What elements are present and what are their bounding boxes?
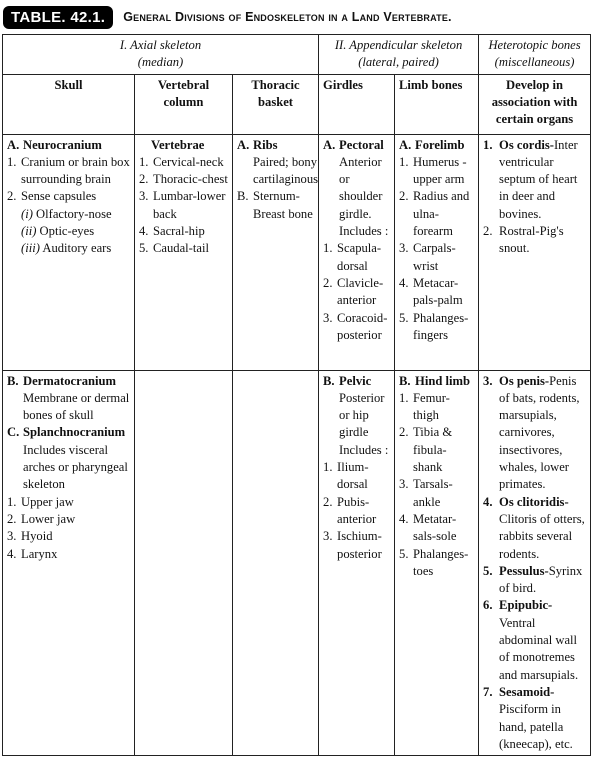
list-item: 3. Lumbar-lower back <box>139 189 226 221</box>
girdles-cell-2 <box>319 370 395 756</box>
list-item: B. Dermatocranium Membrane or dermal bones of skull <box>7 373 130 423</box>
girdles-cell-1 <box>319 134 395 370</box>
list-item: 4. Metacar-pals-palm <box>399 275 463 308</box>
list-item: 1. Os cordis-Inter ventricular septum of heart in deer and bovines. <box>483 137 578 221</box>
list-item: 2. Radius and ulna-forearm <box>399 189 470 239</box>
list-item: B. Hind limb <box>399 373 470 388</box>
list-item: 1. Cervical-neck <box>139 154 224 169</box>
table-row <box>3 370 591 756</box>
list-item: 1. Scapula-dorsal <box>323 241 382 273</box>
skull-cell-2 <box>3 370 135 756</box>
col-vertebral: Vertebral column <box>135 74 233 134</box>
list-item: 5. Pessulus-Syrinx of bird. <box>483 563 583 596</box>
col-girdles: Girdles <box>319 74 395 134</box>
list-item: 3. Hyoid <box>7 529 53 544</box>
skull-cell-1 <box>3 134 135 370</box>
list-item: C. Splanchnocranium Includes visceral arches or pharyngeal skeleton <box>7 425 128 492</box>
col-limb: Limb bones <box>395 74 479 134</box>
list-item: (i) Olfactory-nose <box>21 206 112 221</box>
list-item: (iii) Auditory ears <box>21 241 112 256</box>
list-item: 3. Ischium-posterior <box>323 529 382 561</box>
list-item: 1. Femur-thigh <box>399 390 450 423</box>
list-item: 2. Tibia & fibula-shank <box>399 425 453 475</box>
list-item: A. Pectoral Anterior or shoulder girdle. Includes : <box>323 137 389 239</box>
list-item: 2. Pubis-anterior <box>323 494 377 526</box>
list-item: A. Forelimb <box>399 137 465 152</box>
list-item: 2. Thoracic-chest <box>139 172 228 187</box>
appendicular-group-header: II. Appendicular skeleton (lateral, paired) <box>319 35 479 75</box>
limb-cell-2 <box>395 370 479 756</box>
list-item: 7. Sesamoid-Pisciform in hand, patella (kneecap), etc. <box>483 684 573 751</box>
list-item: 6. Epipubic-Ventral abdominal wall of monotremes and marsupials. <box>483 598 579 682</box>
vertebral-cell-2 <box>135 370 233 756</box>
list-item: 2. Rostral-Pig's snout. <box>483 224 564 256</box>
list-item: A. Neurocranium <box>7 137 102 152</box>
list-item: 2. Sense capsules <box>7 189 97 204</box>
list-item: 1. Humerus -upper arm <box>399 154 467 187</box>
list-item: 2. Lower jaw <box>7 511 76 526</box>
list-item: 1. Ilium-dorsal <box>323 460 369 492</box>
col-skull: Skull <box>3 74 135 134</box>
develop-cell-1 <box>479 134 591 370</box>
list-item: 4. Os clitoridis-Clitoris of otters, rabbits several rodents. <box>483 494 585 561</box>
col-thoracic: Thoracic basket <box>233 74 319 134</box>
table-header <box>3 4 452 30</box>
list-item: A. Ribs Paired; bony cartilaginous <box>237 137 319 187</box>
list-item: 4. Sacral-hip <box>139 224 205 239</box>
develop-cell-2 <box>479 370 591 756</box>
list-item: 4. Larynx <box>7 546 58 561</box>
list-item: 1. Upper jaw <box>7 494 74 509</box>
list-item: 5. Caudal-tail <box>139 241 209 256</box>
list-item: 3. Carpals-wrist <box>399 241 456 273</box>
list-item: 1. Cranium or brain box surrounding brain <box>7 154 130 187</box>
group-header-row <box>3 35 591 75</box>
heterotopic-group-header: Heterotopic bones (miscellaneous) <box>479 35 591 75</box>
table-caption: General Divisions of Endoskeleton in a Land Vertebrate. <box>123 10 452 24</box>
list-item: 4. Metatar-sals-sole <box>399 511 457 544</box>
list-item: 2. Clavicle-anterior <box>323 275 384 308</box>
table-number: TABLE. 42.1. <box>3 6 113 29</box>
list-item: 5. Phalanges-toes <box>399 546 469 578</box>
list-item: 3. Tarsals-ankle <box>399 477 453 509</box>
endoskeleton-table <box>2 34 591 756</box>
list-item: B. Pelvic Posterior or hip girdle Includes : <box>323 373 389 457</box>
list-item: 3. Coracoid-posterior <box>323 310 388 342</box>
table-row <box>3 134 591 370</box>
thoracic-cell-1 <box>233 134 319 370</box>
vertebral-cell-1: Vertebrae 1. Cervical-neck 2. Thoracic-chest 3. Lumbar-lower back 4. Sacral-hip 5. Caudal-tail <box>135 134 233 370</box>
thoracic-cell-2 <box>233 370 319 756</box>
list-item: (ii) Optic-eyes <box>21 224 95 239</box>
list-item: 5. Phalanges-fingers <box>399 310 469 342</box>
limb-cell-1 <box>395 134 479 370</box>
column-header-row <box>3 74 591 134</box>
list-item: B. Sternum-Breast bone <box>237 189 313 221</box>
axial-group-header: I. Axial skeleton (median) <box>3 35 319 75</box>
list-item: 3. Os penis-Penis of bats, rodents, marsupials, carnivores, insectivores, whales, lower primates. <box>483 373 580 492</box>
col-develop: Develop in association with certain organs <box>479 74 591 134</box>
